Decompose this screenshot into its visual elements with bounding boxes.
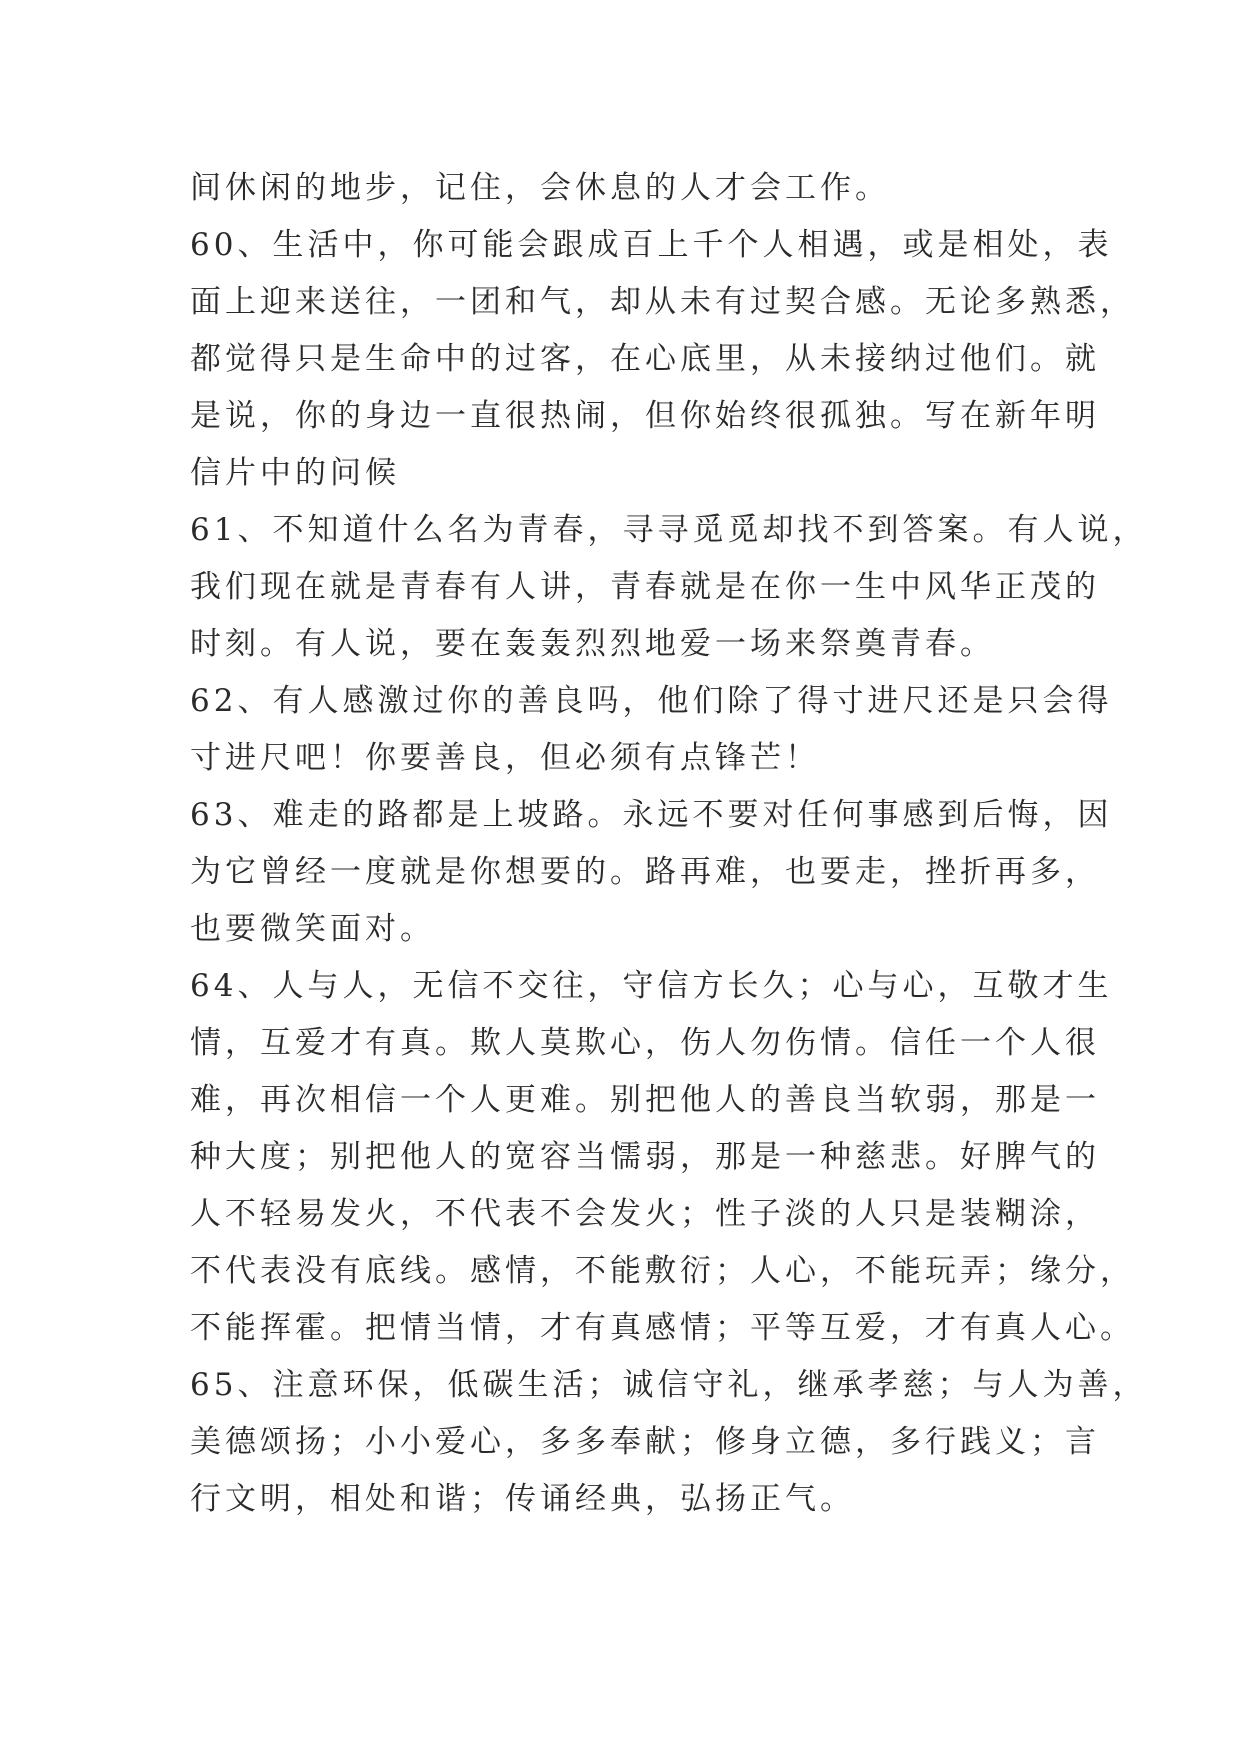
text-line: 面上迎来送往，一团和气，却从未有过契合感。无论多熟悉， xyxy=(190,284,1135,320)
paragraph-item-64 xyxy=(190,958,1135,1357)
text-line: 65、注意环保，低碳生活；诚信守礼，继承孝慈；与人为善， xyxy=(190,1367,1148,1403)
paragraph-item-65 xyxy=(190,1357,1148,1528)
text-line: 人不轻易发火，不代表不会发火；性子淡的人只是装糊涂， xyxy=(190,1196,1100,1232)
text-line: 60、生活中，你可能会跟成百上千个人相遇，或是相处，表 xyxy=(190,227,1113,263)
text-line: 不能挥霍。把情当情，才有真感情；平等互爱，才有真人心。 xyxy=(190,1310,1135,1346)
paragraph-continuation xyxy=(190,160,1060,217)
text-line: 寸进尺吧！你要善良，但必须有点锋芒！ xyxy=(190,740,820,776)
paragraph-item-60 xyxy=(190,217,1135,502)
text-line: 时刻。有人说，要在轰轰烈烈地爱一场来祭奠青春。 xyxy=(190,626,995,662)
text-line: 62、有人感激过你的善良吗，他们除了得寸进尺还是只会得 xyxy=(190,683,1113,719)
paragraph-item-63 xyxy=(190,787,1113,958)
text-line: 61、不知道什么名为青春，寻寻觅觅却找不到答案。有人说， xyxy=(190,512,1148,548)
text-line: 美德颂扬；小小爱心，多多奉献；修身立德，多行践义；言 xyxy=(190,1424,1100,1460)
text-line: 情，互爱才有真。欺人莫欺心，伤人勿伤情。信任一个人很 xyxy=(190,1025,1100,1061)
text-line: 63、难走的路都是上坡路。永远不要对任何事感到后悔，因 xyxy=(190,797,1113,833)
text-line: 是说，你的身边一直很热闹，但你始终很孤独。写在新年明 xyxy=(190,398,1100,434)
paragraph-item-61 xyxy=(190,502,1148,673)
text-line: 间休闲的地步，记住，会休息的人才会工作。 xyxy=(190,170,890,206)
text-line: 行文明，相处和谐；传诵经典，弘扬正气。 xyxy=(190,1481,855,1517)
text-line: 64、人与人，无信不交往，守信方长久；心与心，互敬才生 xyxy=(190,968,1113,1004)
text-line: 种大度；别把他人的宽容当懦弱，那是一种慈悲。好脾气的 xyxy=(190,1139,1100,1175)
text-line: 都觉得只是生命中的过客，在心底里，从未接纳过他们。就 xyxy=(190,341,1100,377)
text-line: 也要微笑面对。 xyxy=(190,911,435,947)
text-line: 难，再次相信一个人更难。别把他人的善良当软弱，那是一 xyxy=(190,1082,1100,1118)
text-line: 信片中的问候 xyxy=(190,455,400,491)
paragraph-item-62 xyxy=(190,673,1113,787)
text-line: 不代表没有底线。感情，不能敷衍；人心，不能玩弄；缘分， xyxy=(190,1253,1135,1289)
text-line: 为它曾经一度就是你想要的。路再难，也要走，挫折再多， xyxy=(190,854,1100,890)
document-body xyxy=(190,160,1148,1528)
text-line: 我们现在就是青春有人讲，青春就是在你一生中风华正茂的 xyxy=(190,569,1100,605)
